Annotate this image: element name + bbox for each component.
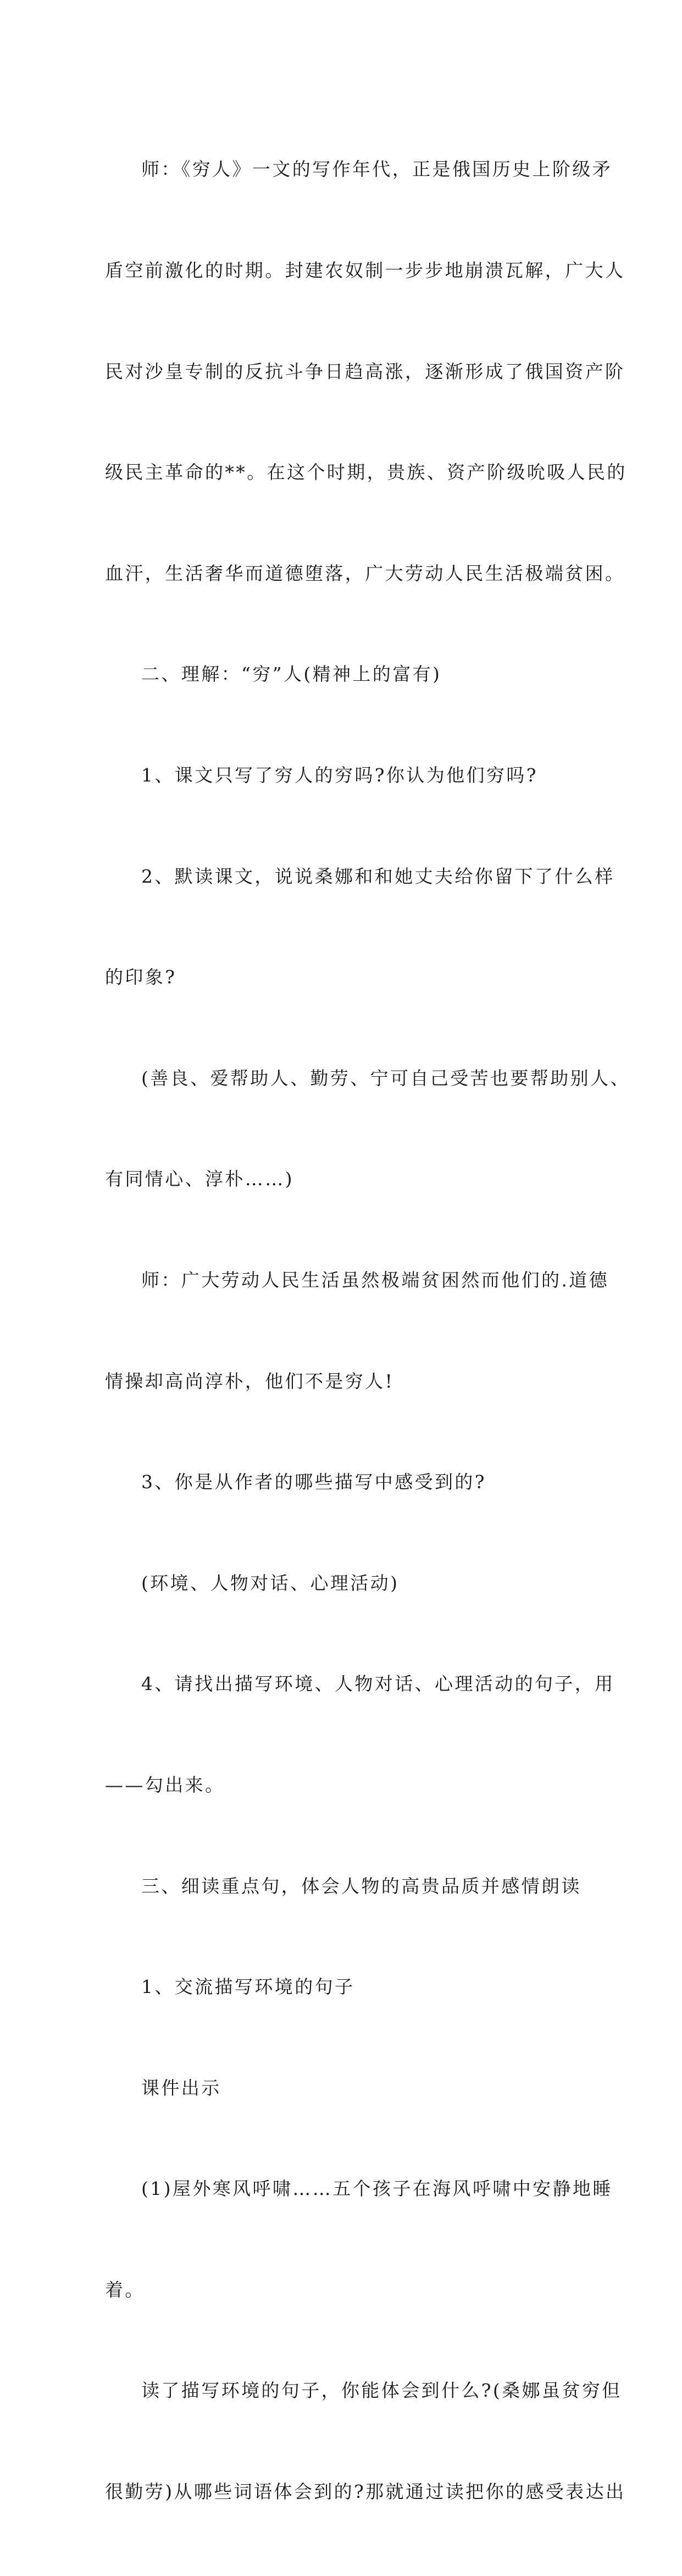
text-line: (环境、人物对话、心理活动)	[141, 1572, 400, 1594]
text-line: 读了描写环境的句子，你能体会到什么?(桑娜虽贫穷但	[141, 2380, 622, 2402]
section-heading: 三、细读重点句，体会人物的高贵品质并感情朗读	[141, 1875, 581, 1897]
text-line: (善良、爱帮助人、勤劳、宁可自己受苦也要帮助别人、	[141, 1067, 630, 1089]
text-line: 民对沙皇专制的反抗斗争日趋高涨，逐渐形成了俄国资产阶	[105, 360, 625, 382]
text-line: 课件出示	[141, 2077, 221, 2099]
text-line: 师：《穷人》一文的写作年代，正是俄国历史上阶级矛	[141, 158, 613, 180]
section-heading: 二、理解：“穷”人(精神上的富有)	[141, 663, 442, 685]
text-line: 1、课文只写了穷人的穷吗?你认为他们穷吗?	[141, 764, 538, 786]
text-line: (1)屋外寒风呼啸……五个孩子在海风呼啸中安静地睡	[141, 2178, 613, 2200]
text-line: 的印象?	[105, 966, 177, 988]
text-line: ——勾出来。	[105, 1774, 225, 1796]
text-line: 情操却高尚淳朴，他们不是穷人!	[105, 1370, 395, 1392]
text-line: 着。	[105, 2278, 145, 2300]
text-line: 师：广大劳动人民生活虽然极端贫困然而他们的.道德	[141, 1269, 609, 1291]
text-line: 有同情心、淳朴……)	[105, 1168, 294, 1190]
text-line: 3、你是从作者的哪些描写中感受到的?	[141, 1471, 486, 1493]
text-line: 4、请找出描写环境、人物对话、心理活动的句子，用	[141, 1673, 615, 1695]
body-text	[105, 85, 630, 2576]
text-line: 盾空前激化的时期。封建农奴制一步步地崩溃瓦解，广大人	[105, 260, 625, 281]
text-line: 很勤劳)从哪些词语体会到的?那就通过读把你的感受表达出	[105, 2481, 626, 2503]
text-line: 2、默读课文，说说桑娜和和她丈夫给你留下了什么样	[141, 865, 615, 887]
text-line: 1、交流描写环境的句子	[141, 1976, 355, 1998]
text-line: 级民主革命的**。在这个时期，贵族、资产阶级吮吸人民的	[105, 461, 627, 483]
text-line: 血汗，生活奢华而道德堕落，广大劳动人民生活极端贫困。	[105, 562, 625, 584]
